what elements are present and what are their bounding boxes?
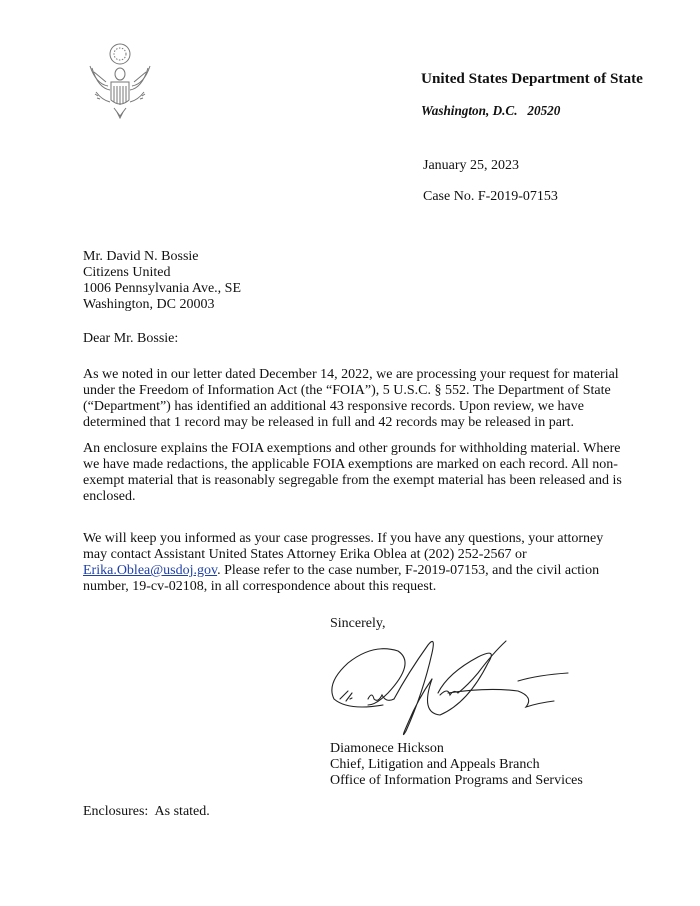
recipient-name: Mr. David N. Bossie — [83, 249, 199, 264]
paragraph-line: may contact Assistant United States Attorney Erika Oblea at (202) 252-2567 or — [83, 547, 527, 562]
paragraph-exemptions — [83, 441, 643, 505]
paragraph-line: under the Freedom of Information Act (the “FOIA”), 5 U.S.C. § 552. The Department of State — [83, 383, 611, 398]
paragraph-line — [83, 563, 643, 579]
attorney-email-link[interactable]: Erika.Oblea@usdoj.gov — [83, 563, 218, 578]
recipient-city: Washington, DC 20003 — [83, 297, 215, 312]
recipient-street: 1006 Pennsylvania Ave., SE — [83, 281, 242, 296]
paragraph-line: enclosed. — [83, 489, 136, 504]
paragraph-text: . Please refer to the case number, F-2019-07153, and the civil action — [217, 563, 600, 578]
paragraph-line: An enclosure explains the FOIA exemptions and other grounds for withholding material. Where — [83, 441, 621, 456]
recipient-address — [83, 249, 241, 313]
paragraph-line: determined that 1 record may be released in full and 42 records may be released in part. — [83, 415, 574, 430]
paragraph-line: (“Department”) has identified an additional 43 responsive records. Upon review, we have — [83, 399, 584, 414]
closing: Sincerely, — [330, 616, 386, 631]
paragraph-line: exempt material that is reasonably segregable from the exempt material has been released and is — [83, 473, 622, 488]
department-address: Washington, D.C. 20520 — [421, 103, 561, 118]
salutation: Dear Mr. Bossie: — [83, 331, 179, 346]
signer-name: Diamonece Hickson — [330, 741, 444, 756]
signer-title: Chief, Litigation and Appeals Branch — [330, 757, 540, 772]
letter-date: January 25, 2023 — [423, 158, 520, 173]
department-seal-icon — [84, 38, 156, 124]
case-number: Case No. F-2019-07153 — [423, 189, 558, 204]
enclosures-note: Enclosures: As stated. — [83, 804, 210, 819]
department-name: United States Department of State — [421, 70, 643, 87]
paragraph-line: We will keep you informed as your case progresses. If you have any questions, your attorney — [83, 531, 604, 546]
signature-icon — [328, 633, 578, 743]
signer-block — [330, 741, 583, 789]
signer-office: Office of Information Programs and Services — [330, 773, 583, 788]
paragraph-line: we have made redactions, the applicable FOIA exemptions are marked on each record. All non- — [83, 457, 618, 472]
paragraph-processing-status — [83, 367, 643, 431]
recipient-organization: Citizens United — [83, 265, 171, 280]
paragraph-line: number, 19-cv-02108, in all correspondence about this request. — [83, 579, 437, 594]
paragraph-contact — [83, 531, 643, 595]
paragraph-line: As we noted in our letter dated December 14, 2022, we are processing your request for material — [83, 367, 619, 382]
